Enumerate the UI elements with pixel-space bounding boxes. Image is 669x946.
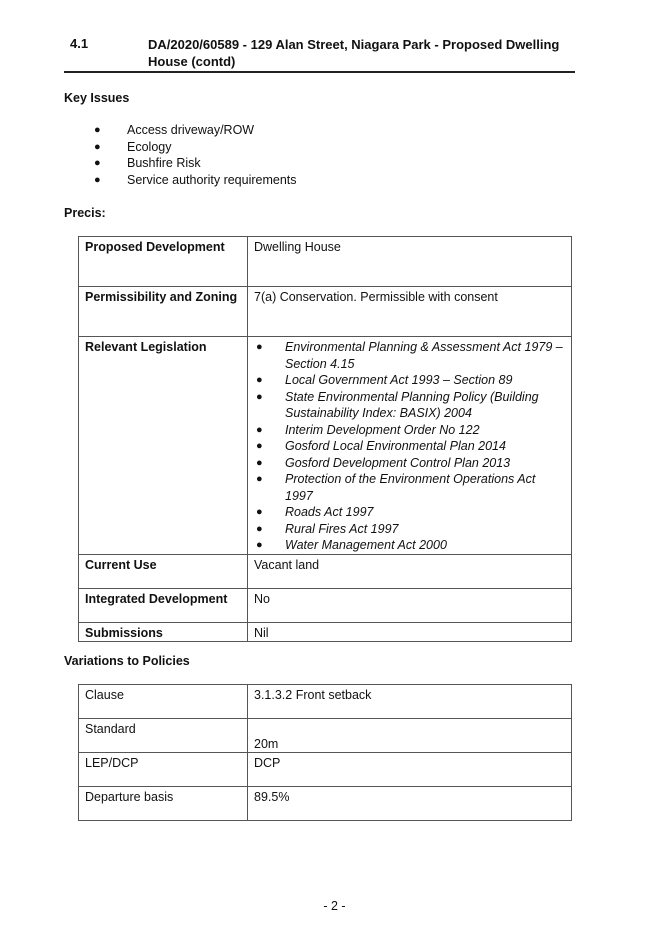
bullet-icon: ● xyxy=(256,539,263,551)
row-value: 20m xyxy=(248,719,572,753)
row-label: Current Use xyxy=(79,554,248,588)
table-row xyxy=(79,753,572,787)
list-item: ● Environmental Planning & Assessment Act 1979 – Section 4.15 xyxy=(256,340,563,371)
list-item: ● Local Government Act 1993 – Section 89 xyxy=(256,373,513,387)
row-value: Vacant land xyxy=(248,554,572,588)
bullet-icon: ● xyxy=(256,456,263,469)
table-row xyxy=(79,287,572,337)
bullet-icon: ● xyxy=(94,173,101,186)
list-item: ● Water Management Act 2000 xyxy=(256,538,447,552)
item-title: DA/2020/60589 - 129 Alan Street, Niagara Park - Proposed Dwelling House (contd) xyxy=(148,37,560,69)
table-row xyxy=(79,685,572,719)
row-value: Dwelling House xyxy=(248,237,572,287)
bullet-icon: ● xyxy=(256,473,263,485)
table-row xyxy=(79,719,572,753)
table-row xyxy=(79,787,572,821)
list-item: ● State Environmental Planning Policy (Building Sustainability Index: BASIX) 2004 xyxy=(256,389,539,420)
bullet-icon: ● xyxy=(256,522,263,535)
bullet-icon: ● xyxy=(256,341,263,353)
row-label: Departure basis xyxy=(79,787,248,821)
variations-table xyxy=(78,684,572,821)
row-label: Standard xyxy=(79,719,248,753)
table-row xyxy=(79,237,572,287)
bullet-icon: ● xyxy=(94,124,101,136)
bullet-icon: ● xyxy=(256,423,263,436)
row-label: Permissibility and Zoning xyxy=(79,287,248,337)
bullet-icon: ● xyxy=(256,506,263,518)
bullet-icon: ● xyxy=(256,374,263,386)
row-value: Nil xyxy=(248,622,572,642)
row-label: Proposed Development xyxy=(79,237,248,287)
row-value: 89.5% xyxy=(248,787,572,821)
list-item: ● Gosford Local Environmental Plan 2014 xyxy=(256,439,506,453)
row-label: LEP/DCP xyxy=(79,753,248,787)
table-row xyxy=(79,622,572,642)
header-rule xyxy=(64,71,575,73)
item-number: 4.1 xyxy=(70,36,89,51)
row-label: Submissions xyxy=(79,622,248,642)
list-item: ● Service authority requirements xyxy=(94,172,297,187)
table-row xyxy=(79,588,572,622)
list-item: ● Gosford Development Control Plan 2013 xyxy=(256,455,511,470)
precis-table xyxy=(78,236,572,642)
list-item: ● Bushfire Risk xyxy=(94,156,201,170)
row-value: No xyxy=(248,588,572,622)
row-label: Integrated Development xyxy=(79,588,248,622)
page-number: - 2 - xyxy=(323,899,346,913)
row-label: Clause xyxy=(79,685,248,719)
list-item: ● Interim Development Order No 122 xyxy=(256,422,480,437)
table-row xyxy=(79,337,572,555)
row-value: DCP xyxy=(248,753,572,787)
legislation-cell xyxy=(248,337,572,555)
legislation-list xyxy=(254,339,565,554)
bullet-icon: ● xyxy=(94,157,101,169)
precis-heading: Precis: xyxy=(64,206,106,220)
bullet-icon: ● xyxy=(256,440,263,452)
list-item: ● Ecology xyxy=(94,139,172,154)
row-value: 7(a) Conservation. Permissible with consent xyxy=(248,287,572,337)
bullet-icon: ● xyxy=(94,140,101,153)
row-label: Relevant Legislation xyxy=(79,337,248,555)
key-issues-heading: Key Issues xyxy=(64,91,130,105)
list-item: ● Rural Fires Act 1997 xyxy=(256,521,399,536)
row-value: 3.1.3.2 Front setback xyxy=(248,685,572,719)
list-item: ● Access driveway/ROW xyxy=(94,123,255,137)
bullet-icon: ● xyxy=(256,390,263,403)
key-issues-list xyxy=(94,122,297,188)
list-item: ● Protection of the Environment Operations Act 1997 xyxy=(256,472,536,503)
variations-heading: Variations to Policies xyxy=(64,654,190,668)
table-row xyxy=(79,554,572,588)
list-item: ● Roads Act 1997 xyxy=(256,505,374,519)
